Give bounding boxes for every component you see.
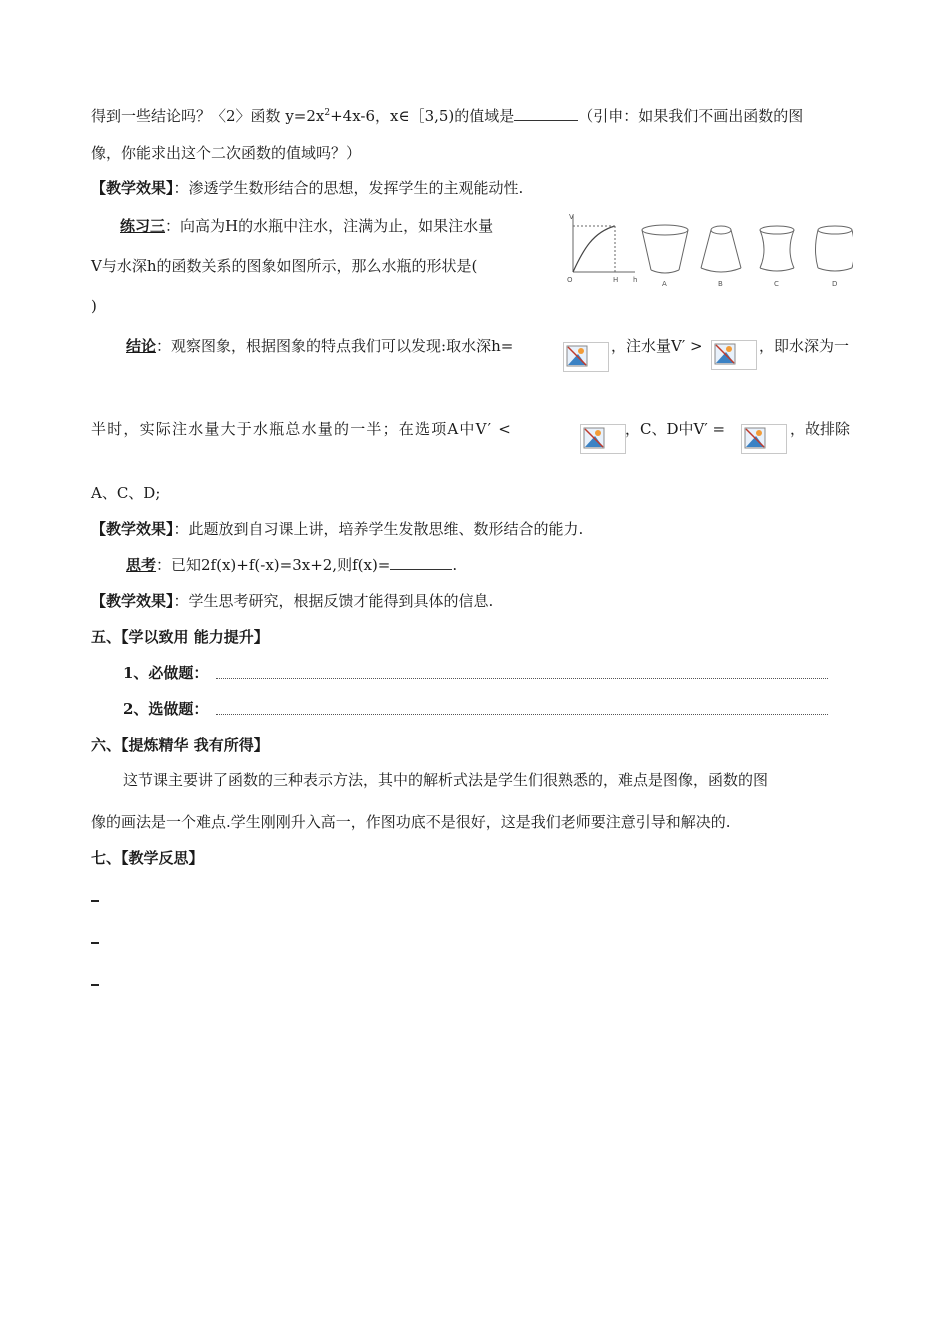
- y-axis-label: V: [569, 213, 574, 221]
- optional-item: 2、选做题：: [123, 700, 209, 718]
- conclusion-line: 半时，实际注水量大于水瓶总水量的一半；在选项A中V′ <: [91, 420, 513, 438]
- origin-label: O: [567, 276, 573, 284]
- paragraph-line: 得到一些结论吗？〈2〉函数 $y=2x^2+4x-6$，x∈［3,5)的值域是 （引申：如果我们不画出函数的图: [91, 107, 804, 125]
- teaching-effect-label: 【教学效果】: [91, 179, 174, 197]
- broken-image-icon: [741, 424, 787, 454]
- option-d-label: D: [832, 280, 838, 288]
- paragraph-line: 像，你能求出这个二次函数的值域吗？）: [91, 144, 362, 162]
- teaching-effect-label: 【教学效果】: [91, 592, 174, 610]
- reflection-mark: [91, 942, 99, 944]
- reflection-mark: [91, 984, 99, 986]
- broken-image-icon: [580, 424, 626, 454]
- answer-blank[interactable]: [390, 556, 452, 570]
- conclusion-line: A、C、D;: [91, 484, 161, 502]
- optional-answer-line[interactable]: [216, 714, 828, 715]
- broken-image-icon: [711, 340, 757, 370]
- exercise-line: V与水深h的函数关系的图象如图所示，那么水瓶的形状是(: [91, 257, 478, 275]
- bottle-a-shape: [642, 225, 688, 273]
- teaching-effect: 【教学效果】：此题放到自习课上讲，培养学生发散思维、数形结合的能力.: [91, 520, 584, 538]
- superscript: 2: [324, 108, 331, 118]
- section-seven-title: 七、【教学反思】: [91, 849, 204, 867]
- bottle-d-shape: [816, 226, 854, 271]
- conclusion-line: 结论：观察图象，根据图象的特点我们可以发现:取水深h=: [126, 337, 514, 355]
- exercise-line: ): [91, 297, 97, 315]
- section-five-title: 五、【学以致用 能力提升】: [91, 628, 269, 646]
- bottle-b-shape: [701, 226, 741, 272]
- bottle-c-shape: [760, 226, 794, 271]
- conclusion-line: ，即水深为一: [759, 337, 850, 355]
- think-line: 思考：已知2f(x)+f(-x)=3x+2,则f(x)= .: [126, 556, 458, 574]
- section-six-title: 六、【提炼精华 我有所得】: [91, 736, 269, 754]
- broken-image-icon: [563, 342, 609, 372]
- required-answer-line[interactable]: [216, 678, 828, 679]
- required-item: 1、必做题：: [123, 664, 209, 682]
- conclusion-line: ，注水量V′ >: [611, 337, 703, 355]
- exercise-label: 练习三: [120, 217, 166, 235]
- teaching-effect-label: 【教学效果】: [91, 520, 174, 538]
- water-bottle-figure: [563, 210, 853, 292]
- option-b-label: B: [718, 280, 723, 288]
- option-a-label: A: [662, 280, 667, 288]
- conclusion-line: ，故排除: [790, 420, 851, 438]
- h-mark-label: H: [613, 276, 619, 284]
- conclusion-label: 结论: [126, 337, 157, 355]
- summary-line: 像的画法是一个难点.学生刚刚升入高一，作图功底不是很好，这是我们老师要注意引导和解决的.: [91, 813, 731, 831]
- teaching-effect: 【教学效果】：学生思考研究，根据反馈才能得到具体的信息.: [91, 592, 494, 610]
- think-label: 思考: [126, 556, 157, 574]
- reflection-mark: [91, 900, 99, 902]
- answer-blank[interactable]: [514, 107, 578, 121]
- x-axis-label: h: [633, 276, 638, 284]
- exercise-three: 练习三：向高为H的水瓶中注水，注满为止，如果注水量: [120, 217, 494, 235]
- option-c-label: C: [774, 280, 779, 288]
- summary-line: 这节课主要讲了函数的三种表示方法，其中的解析式法是学生们很熟悉的，难点是图像，函数的图: [123, 771, 769, 789]
- conclusion-line: ，C、D中V′ =: [625, 420, 726, 438]
- teaching-effect: 【教学效果】：渗透学生数形结合的思想，发挥学生的主观能动性.: [91, 179, 524, 197]
